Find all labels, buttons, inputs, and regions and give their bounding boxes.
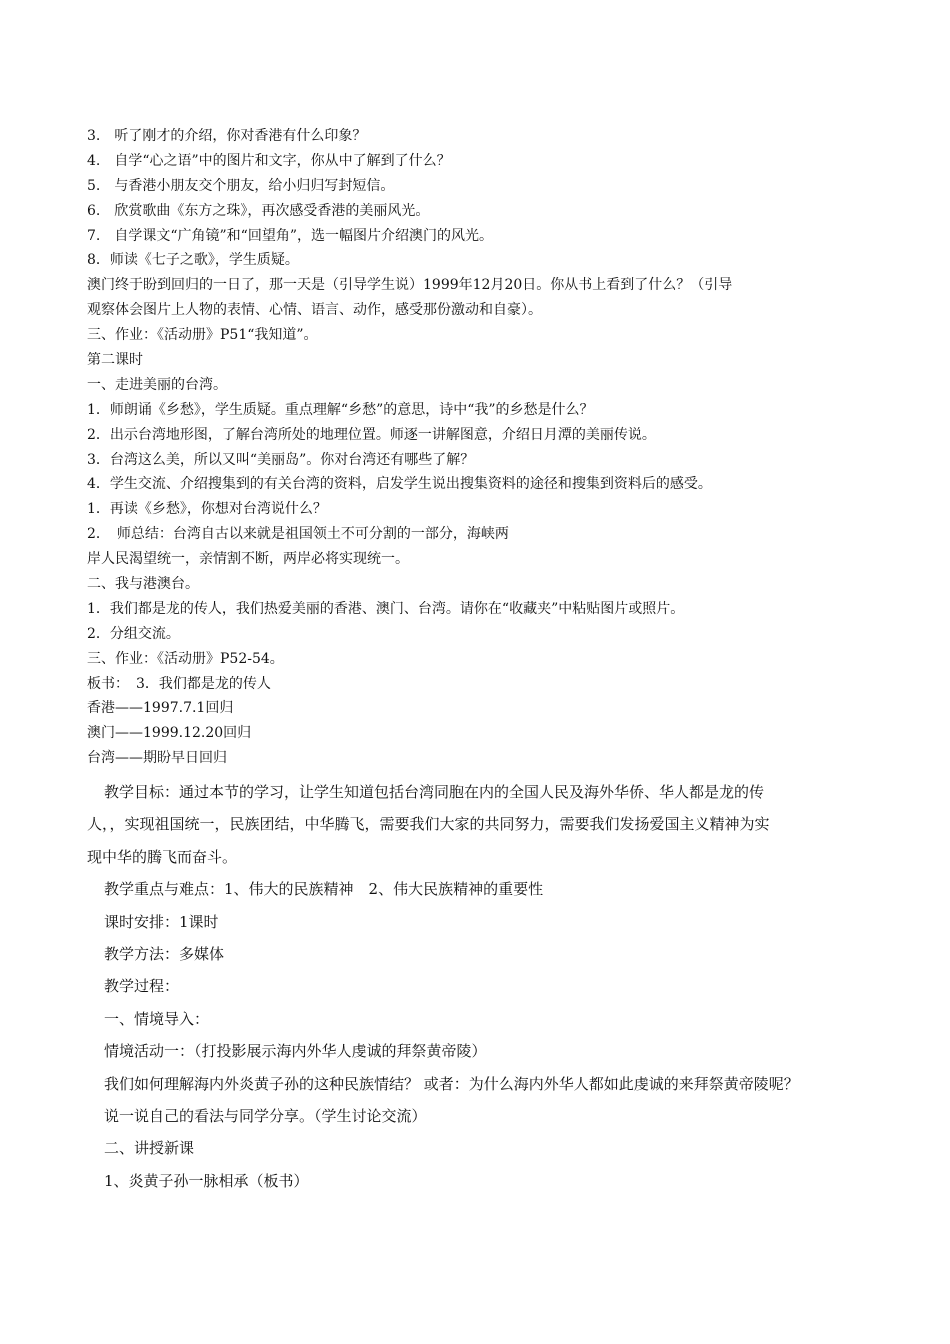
text-line: 说一说自己的看法与同学分享。（学生讨论交流） [104,1106,427,1125]
text-line: 一、情境导入： [104,1009,210,1028]
text-line: 2．出示台湾地形图，了解台湾所处的地理位置。师逐一讲解图意，介绍日月潭的美丽传说。 [87,426,656,443]
text-line: 2．分组交流。 [87,625,180,642]
text-line: 三、作业：《活动册》P51“我知道”。 [87,327,318,344]
board-line: 台湾——期盼早日回归 [87,750,227,767]
key-points-line: 教学重点与难点：1、伟大的民族精神 2、伟大民族精神的重要性 [104,880,544,899]
text-line: 4. 自学“心之语”中的图片和文字，你从中了解到了什么？ [87,152,451,169]
text-line: 2． 师总结：台湾自古以来就是祖国领土不可分割的一部分，海峡两 [87,526,509,543]
text-line: 岸人民渴望统一，亲情割不断，两岸必将实现统一。 [87,551,409,568]
process-heading: 教学过程： [104,977,180,996]
text-line: 二、我与港澳台。 [87,576,199,593]
board-title: 板书： 3．我们都是龙的传人 [87,675,271,692]
teaching-goal-line: 教学目标：通过本节的学习，让学生知道包括台湾同胞在内的全国人民及海外华侨、华人都是龙的传 [104,783,765,801]
text-line: 5. 与香港小朋友交个朋友，给小归归写封短信。 [87,177,395,194]
text-line: 三、作业：《活动册》P52-54。 [87,650,284,667]
lesson-plan-part-two [87,776,877,1197]
text-line: 7. 自学课文“广角镜”和“回望角”，选一幅图片介绍澳门的风光。 [87,227,493,244]
text-line: 1、炎黄子孙一脉相承（板书） [104,1171,309,1190]
text-line: 1．师朗诵《乡愁》，学生质疑。重点理解“乡愁”的意思，诗中“我”的乡愁是什么？ [87,401,594,418]
lesson-plan-part-one [87,124,877,771]
text-line: 二、讲授新课 [104,1139,195,1158]
teaching-goal-line: 人，，实现祖国统一，民族团结，中华腾飞，需要我们大家的共同努力，需要我们发扬爱国主义精神为实 [87,815,770,834]
text-line: 1．再读《乡愁》，你想对台湾说什么？ [87,501,327,518]
board-line: 香港——1997.7.1回归 [87,700,234,717]
method-line: 教学方法：多媒体 [104,944,225,963]
teaching-goal-line: 现中华的腾飞而奋斗。 [87,847,238,866]
text-line: 1．我们都是龙的传人，我们热爱美丽的香港、澳门、台湾。请你在“收藏夹”中粘贴图片或照片。 [87,600,685,617]
text-line: 3．台湾这么美，所以又叫“美丽岛”。你对台湾还有哪些了解？ [87,451,475,468]
text-line: 4．学生交流、介绍搜集到的有关台湾的资料，启发学生说出搜集资料的途径和搜集到资料后的感受。 [87,476,712,493]
text-line: 我们如何理解海内外炎黄子孙的这种民族情结？ 或者：为什么海内外华人都如此虔诚的来拜祭黄帝陵呢？ [104,1074,799,1093]
board-line: 澳门——1999.12.20回归 [87,725,252,742]
text-line: 澳门终于盼到回归的一日了，那一天是（引导学生说）1999年12月20日。你从书上看到了什么？（引导 [87,277,733,294]
schedule-line: 课时安排：1课时 [104,912,219,931]
text-line: 6. 欣赏歌曲《东方之珠》，再次感受香港的美丽风光。 [87,202,430,219]
text-line: 8．师读《七子之歌》，学生质疑。 [87,252,299,269]
text-line: 3. 听了刚才的介绍，你对香港有什么印象？ [87,128,367,144]
text-line: 情境活动一：（打投影展示海内外华人虔诚的拜祭黄帝陵） [104,1042,487,1061]
section-heading: 第二课时 [87,352,143,369]
text-line: 一、走进美丽的台湾。 [87,376,227,393]
text-line: 观察体会图片上人物的表情、心情、语言、动作，感受那份激动和自豪）。 [87,302,542,319]
